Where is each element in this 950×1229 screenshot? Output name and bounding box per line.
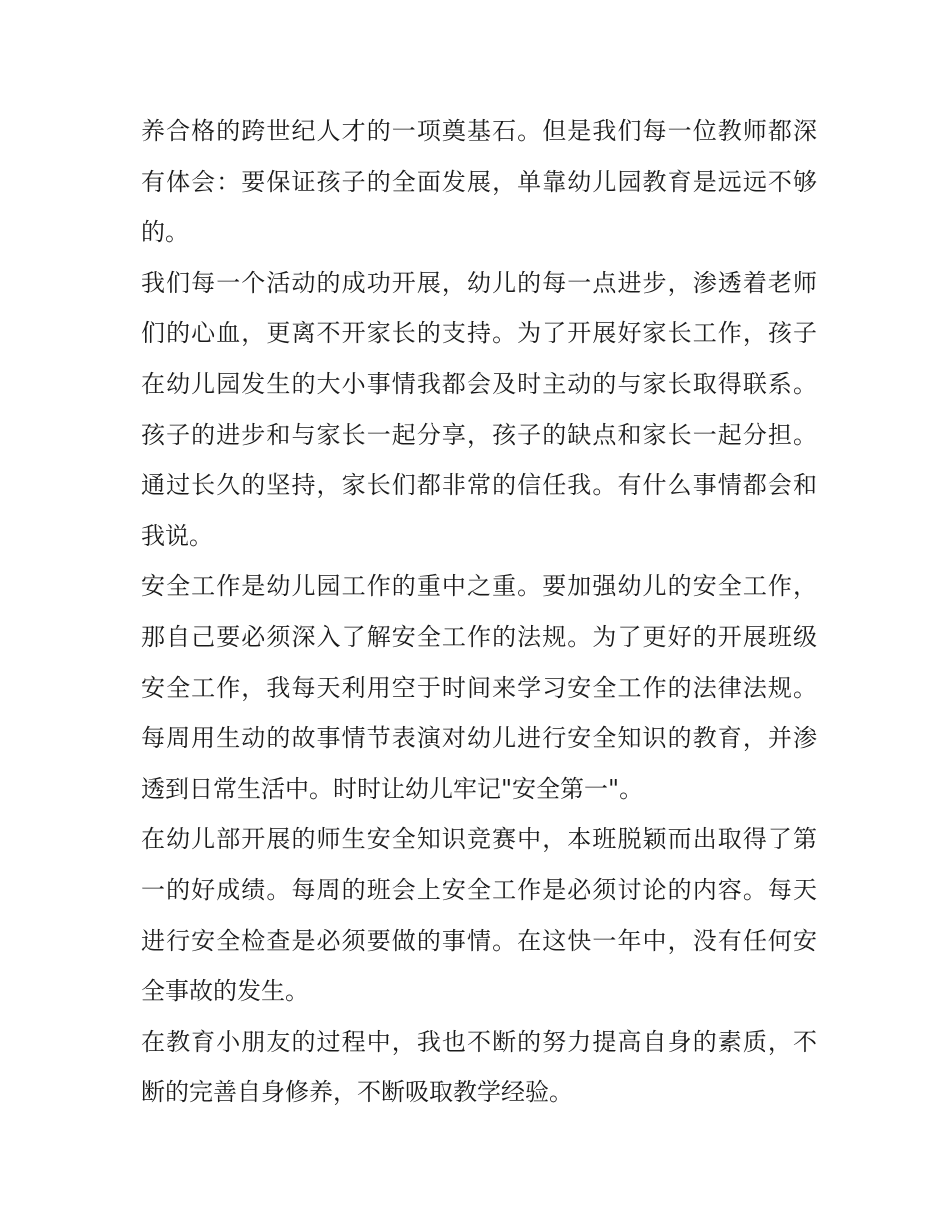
- text-line: 通过长久的坚持，家长们都非常的信任我。有什么事情都会和: [141, 471, 817, 500]
- text-line: 在教育小朋友的过程中，我也不断的努力提高自身的素质，不: [141, 1027, 817, 1056]
- text-line: 断的完善自身修养，不断吸取教学经验。: [141, 1078, 573, 1107]
- document-body: [141, 106, 817, 1118]
- text-line: 安全工作是幼儿园工作的重中之重。要加强幼儿的安全工作，: [141, 572, 817, 601]
- text-line: 我说。: [141, 521, 213, 550]
- text-line: 一的好成绩。每周的班会上安全工作是必须讨论的内容。每天: [141, 875, 817, 904]
- text-line: 养合格的跨世纪人才的一项奠基石。但是我们每一位教师都深: [141, 117, 817, 145]
- text-line: 在幼儿部开展的师生安全知识竞赛中，本班脱颖而出取得了第: [141, 825, 817, 854]
- text-line: 全事故的发生。: [141, 977, 309, 1006]
- text-line: 透到日常生活中。时时让幼儿牢记"安全第一"。: [141, 774, 644, 803]
- text-line: 进行安全检查是必须要做的事情。在这快一年中，没有任何安: [141, 926, 817, 955]
- text-line: 的。: [141, 218, 189, 247]
- text-line: 每周用生动的故事情节表演对幼儿进行安全知识的教育，并渗: [141, 724, 817, 753]
- text-line: 孩子的进步和与家长一起分享，孩子的缺点和家长一起分担。: [141, 420, 817, 449]
- text-line: 我们每一个活动的成功开展，幼儿的每一点进步，渗透着老师: [141, 268, 817, 297]
- text-line: 有体会：要保证孩子的全面发展，单靠幼儿园教育是远远不够: [141, 167, 817, 196]
- text-line: 那自己要必须深入了解安全工作的法规。为了更好的开展班级: [141, 622, 817, 651]
- text-line: 们的心血，更离不开家长的支持。为了开展好家长工作，孩子: [141, 319, 817, 348]
- text-line: 在幼儿园发生的大小事情我都会及时主动的与家长取得联系。: [141, 369, 817, 398]
- text-line: 安全工作，我每天利用空于时间来学习安全工作的法律法规。: [141, 673, 817, 702]
